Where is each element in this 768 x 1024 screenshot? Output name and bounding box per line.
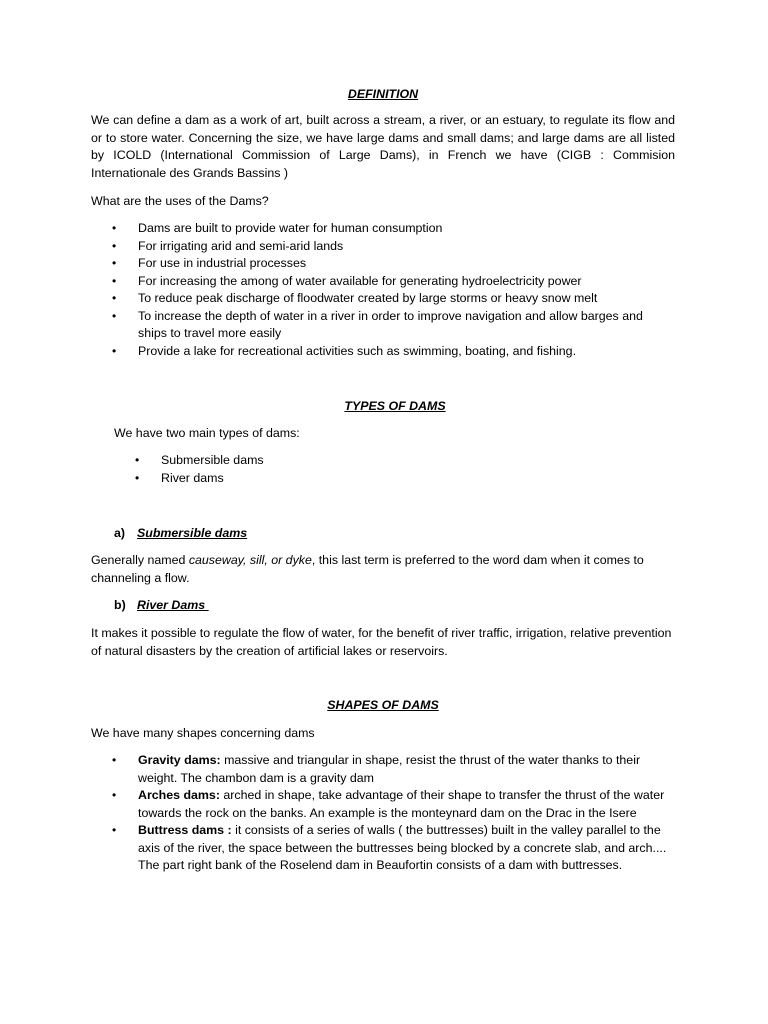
list-item-text: For irrigating arid and semi-arid lands [138,238,344,253]
shape-description: massive and triangular in shape, resist the thrust of the water thanks to their weight. The chambon dam is a gravity dam [138,753,641,785]
list-item [114,470,674,488]
shapes-list [91,752,675,875]
subheading-title: Submersible dams [137,526,248,540]
list-item-text: Dams are built to provide water for human consumption [138,221,443,235]
bullet-icon: • [135,453,140,467]
list-item [114,452,674,470]
list-item [91,273,675,291]
list-item-text: River dams [161,470,224,485]
list-item [91,255,675,273]
list-item [91,822,675,875]
list-item [91,220,675,238]
list-item-text: For use in industrial processes [138,256,307,270]
list-item-text: To increase the depth of water in a river in order to improve navigation and allow barges and ships to travel more easily [138,308,643,340]
shapes-heading: SHAPES OF DAMS [327,698,439,712]
subheading-label: a) [114,526,126,540]
text-run: , this last term is preferred to the word dam when it comes to channeling a flow. [91,553,644,585]
italic-terms: causeway, sill, or dyke [188,553,312,567]
river-subheading [114,597,209,615]
bullet-icon: • [112,291,117,305]
shape-term: Buttress dams : [138,823,232,837]
types-intro: We have two main types of dams: [114,426,300,440]
definition-paragraph: We can define a dam as a work of art, built across a stream, a river, or an estuary, to regulate its flow and or to store water. Concerning the size, we have large dams and small dams; and large dams are all listed by ICOLD (International Commission of Large Dams), in French we have (CIGB : Commision Internationale des Grands Bassins ) [91,113,675,180]
list-item [91,238,675,256]
uses-list [91,220,675,360]
bullet-icon: • [112,788,117,802]
bullet-icon: • [112,753,117,767]
list-item [91,308,675,343]
submersible-subheading [114,525,247,543]
list-item-text: Provide a lake for recreational activities such as swimming, boating, and fishing. [138,343,577,358]
river-paragraph: It makes it possible to regulate the flow of water, for the benefit of river traffic, irrigation, relative prevention of natural disasters by the creation of artificial lakes or reservoirs. [91,626,672,658]
list-item [91,752,675,787]
shapes-intro: We have many shapes concerning dams [91,726,315,740]
uses-question: What are the uses of the Dams? [91,194,269,208]
bullet-icon: • [112,308,117,323]
definition-heading: DEFINITION [347,87,419,101]
shape-term: Gravity dams: [138,753,221,767]
bullet-icon: • [112,238,117,253]
types-heading: TYPES OF DAMS [344,399,446,413]
subheading-title: River Dams [137,598,209,612]
submersible-paragraph [91,552,675,587]
shape-description: arched in shape, take advantage of their shape to transfer the thrust of the water towards the rock on the banks. An example is the monteynard dam on the Drac in the Isere [138,788,665,820]
list-item [91,343,675,361]
bullet-icon: • [112,221,117,235]
bullet-icon: • [135,470,140,485]
bullet-icon: • [112,823,117,837]
shape-term: Arches dams: [138,788,220,802]
shape-description: it consists of a series of walls ( the buttresses) built in the valley parallel to the axis of the river, the space between the buttresses being blocked by a concrete slab, and arch.... The part right bank of the Roselend dam in Beaufortin consists of a dam with buttresses. [138,823,667,872]
bullet-icon: • [112,343,117,358]
bullet-icon: • [112,256,117,270]
text-run: Generally named [91,553,189,567]
types-list [114,452,674,487]
list-item-text: For increasing the among of water available for generating hydroelectricity power [138,273,582,288]
list-item [91,787,675,822]
list-item-text: To reduce peak discharge of floodwater created by large storms or heavy snow melt [138,291,598,305]
list-item-text: Submersible dams [161,453,264,467]
bullet-icon: • [112,273,117,288]
list-item [91,290,675,308]
subheading-label: b) [114,598,126,612]
